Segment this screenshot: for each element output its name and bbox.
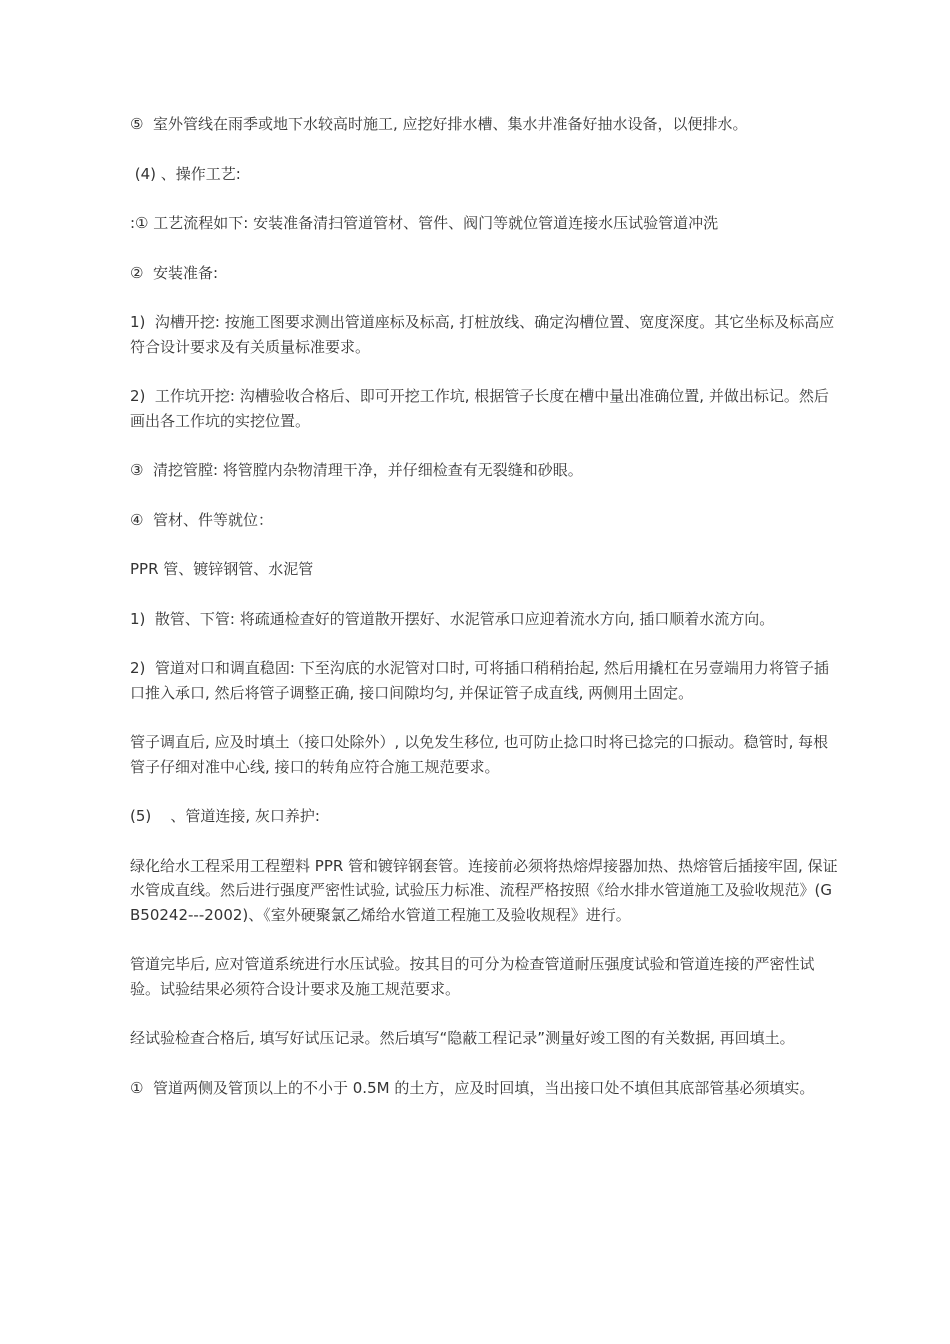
paragraph-pipe-types: PPR 管、镀锌钢管、水泥管 — [130, 560, 314, 578]
section-heading-operation-process: (4) 、操作工艺: — [130, 164, 241, 183]
paragraph-process-flow: :① 工艺流程如下: 安装准备清扫管道管材、管件、阀门等就位管道连接水压试验管道冲洗 — [130, 214, 719, 232]
paragraph-materials-in-place: ④ 管材、件等就位： — [130, 510, 273, 529]
paragraph-test-records: 经试验检查合格后, 填写好试压记录。然后填写“隐蔽工程记录”测量好竣工图的有关数据, 再回填土。 — [130, 1029, 795, 1047]
section-heading-pipe-connection: (5) 、管道连接, 灰口养护: — [130, 807, 320, 825]
document-body — [130, 112, 842, 1125]
paragraph-installation-prep: ② 安装准备: — [130, 263, 219, 282]
paragraph-pipe-alignment: 2) 管道对口和调直稳固: 下至沟底的水泥管对口时, 可将插口稍稍抬起, 然后用撬杠在另壹端用力将管子插口推入承口, 然后将管子调整正确, 接口间隙均匀, 并保证管子成直线, 两侧用土固定。 — [130, 659, 829, 702]
paragraph-trench-excavation: 1) 沟槽开挖: 按施工图要求测出管道座标及标高, 打桩放线、确定沟槽位置、宽度深度。其它坐标及标高应符合设计要求及有关质量标准要求。 — [130, 313, 835, 356]
paragraph-pressure-test: 管道完毕后, 应对管道系统进行水压试验。按其目的可分为检查管道耐压强度试验和管道连接的严密性试验。试验结果必须符合设计要求及施工规范要求。 — [130, 955, 815, 998]
paragraph-backfill-after-alignment: 管子调直后, 应及时填土（接口处除外）, 以免发生移位, 也可防止捻口时将已捻完的口振动。稳管时, 每根管子仔细对准中心线, 接口的转角应符合施工规范要求。 — [130, 733, 829, 776]
paragraph-ppr-connection: 绿化给水工程采用工程塑料 PPR 管和镀锌钢套管。连接前必须将热熔焊接器加热、热熔管后插接牢固, 保证水管成直线。然后进行强度严密性试验, 试验压力标准、流程严格按照《给水排水管道施工及验收规范》(GB50242---2002)、《室外硬聚氯乙烯给水管道工程施工及验收规程》进行。 — [130, 856, 838, 924]
paragraph-clear-pipe-bore: ③ 清挖管膛: 将管膛内杂物清理干净，并仔细检查有无裂缝和砂眼。 — [130, 461, 583, 479]
paragraph-laying-pipes: 1) 散管、下管: 将疏通检查好的管道散开摆好、水泥管承口应迎着流水方向, 插口顺着水流方向。 — [130, 609, 775, 628]
paragraph-working-pit: 2) 工作坑开挖: 沟槽验收合格后、即可开挖工作坑, 根据管子长度在槽中量出准确位置, 并做出标记。然后画出各工作坑的实挖位置。 — [130, 387, 829, 430]
paragraph-backfill-requirement: ① 管道两侧及管顶以上的不小于 0.5M 的土方，应及时回填，当出接口处不填但其底部管基必须填实。 — [130, 1078, 815, 1097]
paragraph-drainage-rainy-season: ⑤ 室外管线在雨季或地下水较高时施工, 应挖好排水槽、集水井准备好抽水设备，以便排水。 — [130, 115, 748, 133]
